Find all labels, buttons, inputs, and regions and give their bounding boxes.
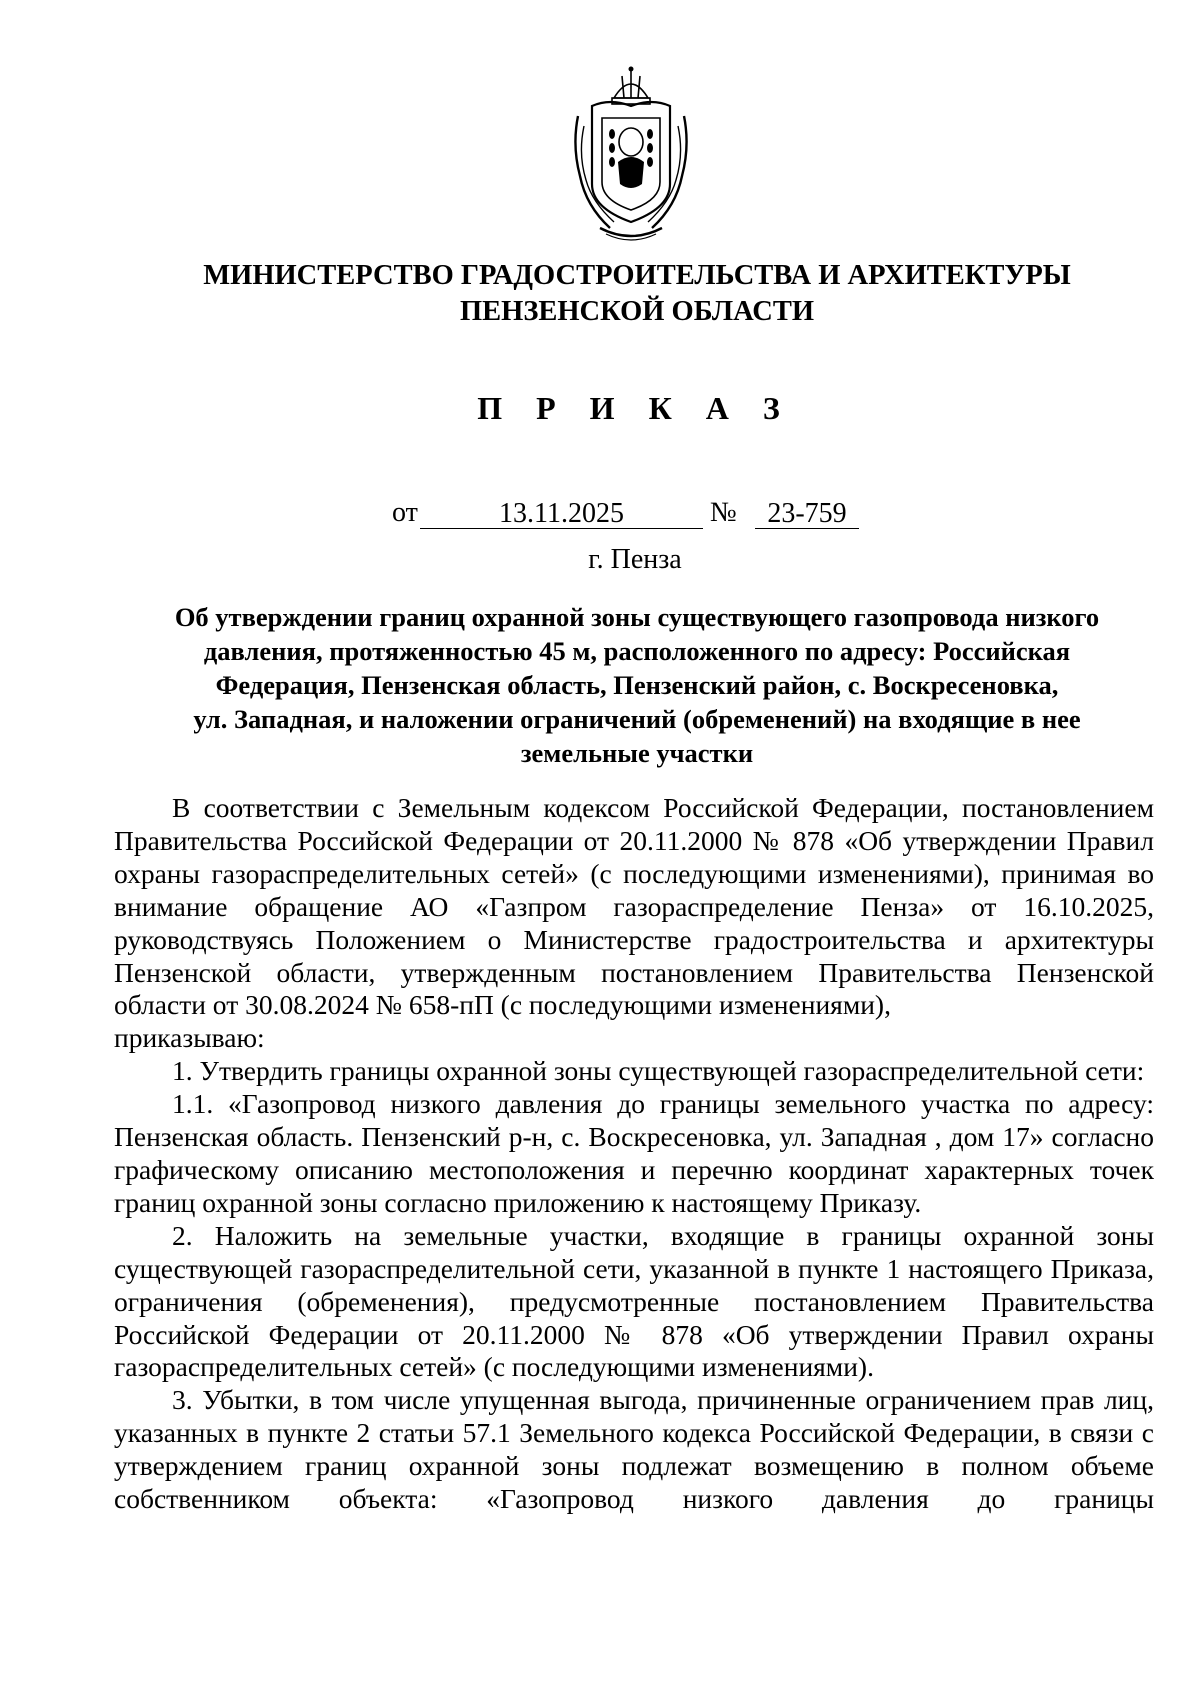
item-1-paragraph: 1. Утвердить границы охранной зоны существующей газораспределительной сети: xyxy=(172,1055,1145,1087)
subject-line-1: Об утверждении границ охранной зоны существующего газопровода низкого xyxy=(174,602,1100,632)
subject-line-2: давления, протяженностью 45 м, расположенного по адресу: Российская xyxy=(203,636,1071,666)
preamble-paragraph: В соответствии с Земельным кодексом Российской Федерации, постановлением Правительства Российской Федерации от 20.11.2000 № 878 «Об утверждении Правил охраны газораспределительных сетей» (с последующими изменениями), принимая во внимание обращение АО «Газпром газораспределение Пенза» от 16.10.2025, руководствуясь Положением о Министерстве градостроительства и архитектуры Пензенской области, утвержденным постановлением Правительства Пензенской области от 30.08.2024 № 658-пП (с последующими изменениями), xyxy=(114,792,1154,1021)
number-label: № xyxy=(710,497,737,528)
item-3-paragraph: 3. Убытки, в том числе упущенная выгода, причиненные ограничением прав лиц, указанных в пункте 2 статьи 57.1 Земельного кодекса Российской Федерации, в связи с утверждением границ охранной зоны подлежат возмещению в полном объеме собственником объекта: «Газопровод низкого давления до границы xyxy=(114,1384,1154,1515)
ministry-line-1: МИНИСТЕРСТВО ГРАДОСТРОИТЕЛЬСТВА И АРХИТЕКТУРЫ xyxy=(203,260,1071,291)
order-word: приказываю: xyxy=(114,1022,265,1054)
subject-line-4: ул. Западная, и наложении ограничений (обременений) на входящие в нее xyxy=(193,704,1081,734)
document-subject xyxy=(120,600,1154,770)
date-value: 13.11.2025 xyxy=(420,497,703,529)
item-2-paragraph: 2. Наложить на земельные участки, входящие в границы охранной зоны существующей газораспределительной сети, указанной в пункте 1 настоящего Приказа, ограничения (обременения), предусмотренные постановлением Правительства Российской Федерации от 20.11.2000 № 878 «Об утверждении Правил охраны газораспределительных сетей» (с последующими изменениями). xyxy=(114,1219,1154,1383)
ministry-name xyxy=(0,258,1200,330)
document-body xyxy=(114,792,1154,1516)
coat-of-arms-icon xyxy=(570,66,692,244)
ministry-line-2: ПЕНЗЕНСКОЙ ОБЛАСТИ xyxy=(459,296,815,327)
document-type-title: П Р И К А З xyxy=(477,390,793,426)
city-name: г. Пенза xyxy=(588,544,682,575)
subject-line-5: земельные участки xyxy=(520,738,754,768)
number-value: 23-759 xyxy=(755,497,859,529)
subject-line-3: Федерация, Пензенская область, Пензенский район, с. Воскресеновка, xyxy=(215,670,1059,700)
date-label: от xyxy=(392,497,418,528)
item-1-1-paragraph: 1.1. «Газопровод низкого давления до границы земельного участка по адресу: Пензенская область. Пензенский р-н, с. Воскресеновка, ул. Западная , дом 17» согласно графическому описанию местоположения и перечню координат характерных точек границ охранной зоны согласно приложению к настоящему Приказу. xyxy=(114,1088,1154,1218)
